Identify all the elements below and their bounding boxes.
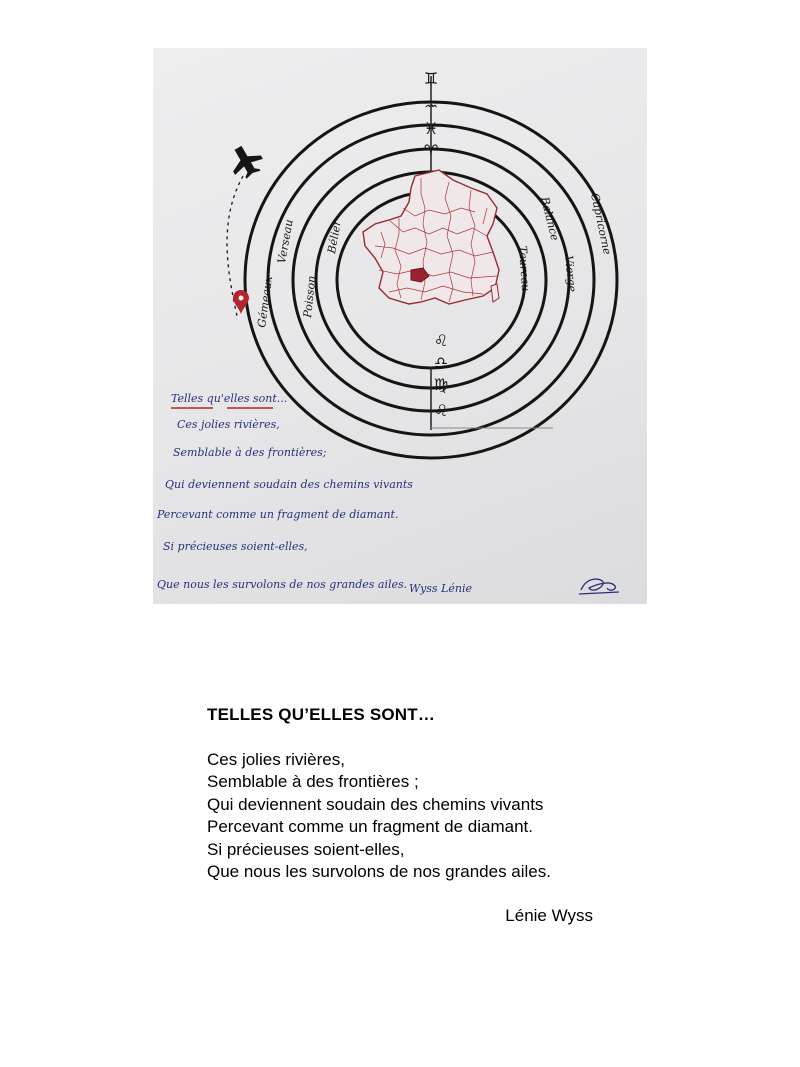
- zodiac-top-2: ♓: [423, 119, 439, 138]
- ring-label-right-0: Capricorne: [588, 191, 614, 256]
- handwritten-line-2: Qui deviennent soudain des chemins vivants: [165, 478, 413, 491]
- handwritten-title: Telles qu'elles sont...: [171, 392, 288, 405]
- handwritten-line-0: Ces jolies rivières,: [177, 418, 280, 431]
- ring-label-right-1: Balance: [538, 195, 562, 242]
- handwritten-line-3: Percevant comme un fragment de diamant.: [157, 508, 399, 521]
- zodiac-top-1: ♒: [423, 95, 439, 114]
- zodiac-bottom-2: ♍: [433, 375, 449, 394]
- signature-scribble: [579, 579, 619, 594]
- handwritten-line-5: Que nous les survolons de nos grandes ailes.: [157, 578, 408, 591]
- zodiac-bottom-3: ♌: [433, 401, 449, 420]
- ring-label-right-3: Taureau: [516, 245, 533, 292]
- zodiac-top-3: ♈: [423, 141, 439, 160]
- artwork-drawing: [153, 48, 647, 604]
- zodiac-top-0: ♊: [423, 69, 439, 88]
- poem-line: Qui deviennent soudain des chemins vivants: [207, 794, 544, 814]
- ring-label-left-1: Verseau: [275, 218, 296, 265]
- airplane-icon: [224, 140, 267, 183]
- ring-label-left-3: Bélier: [325, 219, 344, 255]
- ring-label-left-2: Poisson: [301, 275, 319, 319]
- poem-line: Si précieuses soient-elles,: [207, 839, 405, 859]
- zodiac-bottom-0: ♌: [433, 331, 449, 350]
- poem-line: Semblable à des frontières ;: [207, 772, 419, 791]
- handwritten-signature: Wyss Lénie: [409, 582, 472, 595]
- poem-line: Percevant comme un fragment de diamant.: [207, 817, 533, 836]
- poem-line: Que nous les survolons de nos grandes ailes.: [207, 862, 551, 881]
- poem-block: [207, 704, 607, 884]
- artwork-photo: [153, 48, 647, 604]
- poem-title: TELLES QU’ELLES SONT…: [207, 705, 436, 724]
- corsica: [491, 284, 499, 302]
- ring-label-left-0: Gémeaux: [255, 275, 276, 329]
- handwritten-line-4: Si précieuses soient-elles,: [163, 540, 308, 553]
- poem-line: Ces jolies rivières,: [207, 749, 345, 769]
- handwritten-line-1: Semblable à des frontières;: [173, 446, 327, 459]
- poem-author: Lénie Wyss: [505, 906, 593, 925]
- ring-label-right-2: Vierge: [562, 254, 579, 293]
- france-map: [363, 170, 499, 304]
- zodiac-bottom-1: ♎: [433, 353, 449, 372]
